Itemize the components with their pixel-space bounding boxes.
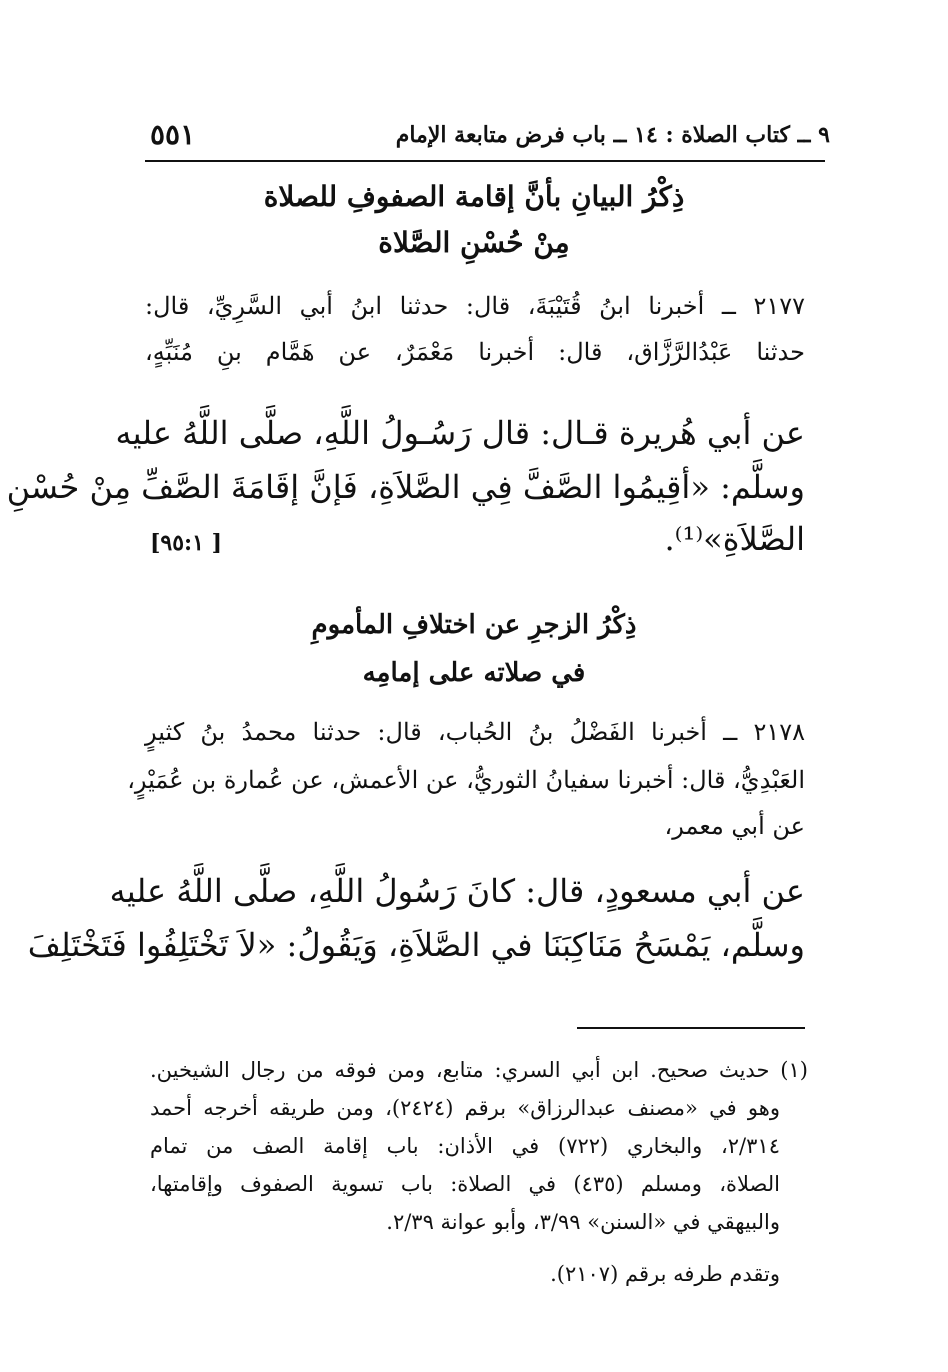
hadith-2177-isnad-line-2: حدثنا عَبْدُالرَّزَّاق، قال: أخبرنا مَعْمَرٌ، عن هَمَّام بنِ مُنَبِّهٍ، [145, 338, 805, 366]
hadith-2177-isnad-line-1: ٢١٧٧ ــ أخبرنا ابنُ قُتَيْبَةَ، قال: حدثنا ابنُ أبي السَّرِيِّ، قال: [145, 292, 805, 320]
section-heading-2-line-1: ذِكْرُ الزجرِ عن اختلافِ المأمومِ [311, 610, 637, 640]
hadith-2178-isnad-line-1: ٢١٧٨ ــ أخبرنا الفَضْلُ بنُ الحُباب، قال: حدثنا محمدُ بنُ كثيرٍ [145, 718, 805, 746]
page-number: ٥٥١ [150, 118, 196, 151]
section-heading-1-line-1: ذِكْرُ البيانِ بأنَّ إقامة الصفوفِ للصلاة [263, 180, 685, 213]
footnote-1-line-3: ٢/٣١٤، والبخاري (٧٢٢) في الأذان: باب إقامة الصف من تمام [150, 1134, 780, 1158]
footnote-1-line-1: (١) حديث صحيح. ابن أبي السري: متابع، ومن فوقه من رجال الشيخين. [150, 1058, 808, 1082]
hadith-2178-isnad-line-2: العَبْدِيُّ، قال: أخبرنا سفيانُ الثوريُّ، عن الأعمش، عن عُمارة بن عُمَيْرٍ، [127, 766, 805, 794]
running-title: ٩ ــ كتاب الصلاة : ١٤ ــ باب فرض متابعة الإمام [395, 122, 830, 148]
hadith-2178-matn-line-1: عن أبي مسعودٍ، قال: كانَ رَسُولُ اللَّهِ، صلَّى اللَّهُ عليه [109, 872, 805, 910]
header-divider [145, 160, 825, 162]
hadith-2177-matn-line-2: وسلَّم: «أقِيمُوا الصَّفَّ فِي الصَّلاَةِ، فَإنَّ إقَامَةَ الصَّفِّ مِنْ حُسْنِ [6, 468, 805, 506]
footnote-divider [577, 1027, 805, 1029]
hadith-2178-matn-line-2: وسلَّم، يَمْسَحُ مَنَاكِبَنَا في الصَّلاَةِ، وَيَقُولُ: «لاَ تَخْتَلِفُوا فَتَخْتَلِفَ [27, 926, 805, 964]
hadith-2178-isnad-line-3: عن أبي معمر، [664, 812, 805, 840]
section-heading-1-line-2: مِنْ حُسْنِ الصَّلاة [378, 226, 570, 259]
footnote-1-line-2: وهو في «مصنف عبدالرزاق» برقم (٢٤٢٤)، ومن طريقه أخرجه أحمد [150, 1096, 780, 1120]
hadith-2177-matn-line-1: عن أبي هُريرة قـال: قال رَسُـولُ اللَّهِ، صلَّى اللَّهُ عليه [115, 414, 805, 452]
footnote-1-line-4: الصلاة، ومسلم (٤٣٥) في الصلاة: باب تسوية الصفوف وإقامتها، [150, 1172, 780, 1196]
hadith-2177-matn-line-3: الصَّلاَةِ»⁽¹⁾. [664, 520, 805, 558]
footnote-cross-reference: وتقدم طرفه برقم (٢١٠٧). [550, 1262, 780, 1286]
footnote-1-line-5: والبيهقي في «السنن» ٣/٩٩، وأبو عوانة ٢/٣٩. [386, 1210, 780, 1234]
cross-reference: [٩٥:١ ] [150, 530, 223, 556]
section-heading-2-line-2: في صلاته على إمامِه [362, 658, 586, 688]
